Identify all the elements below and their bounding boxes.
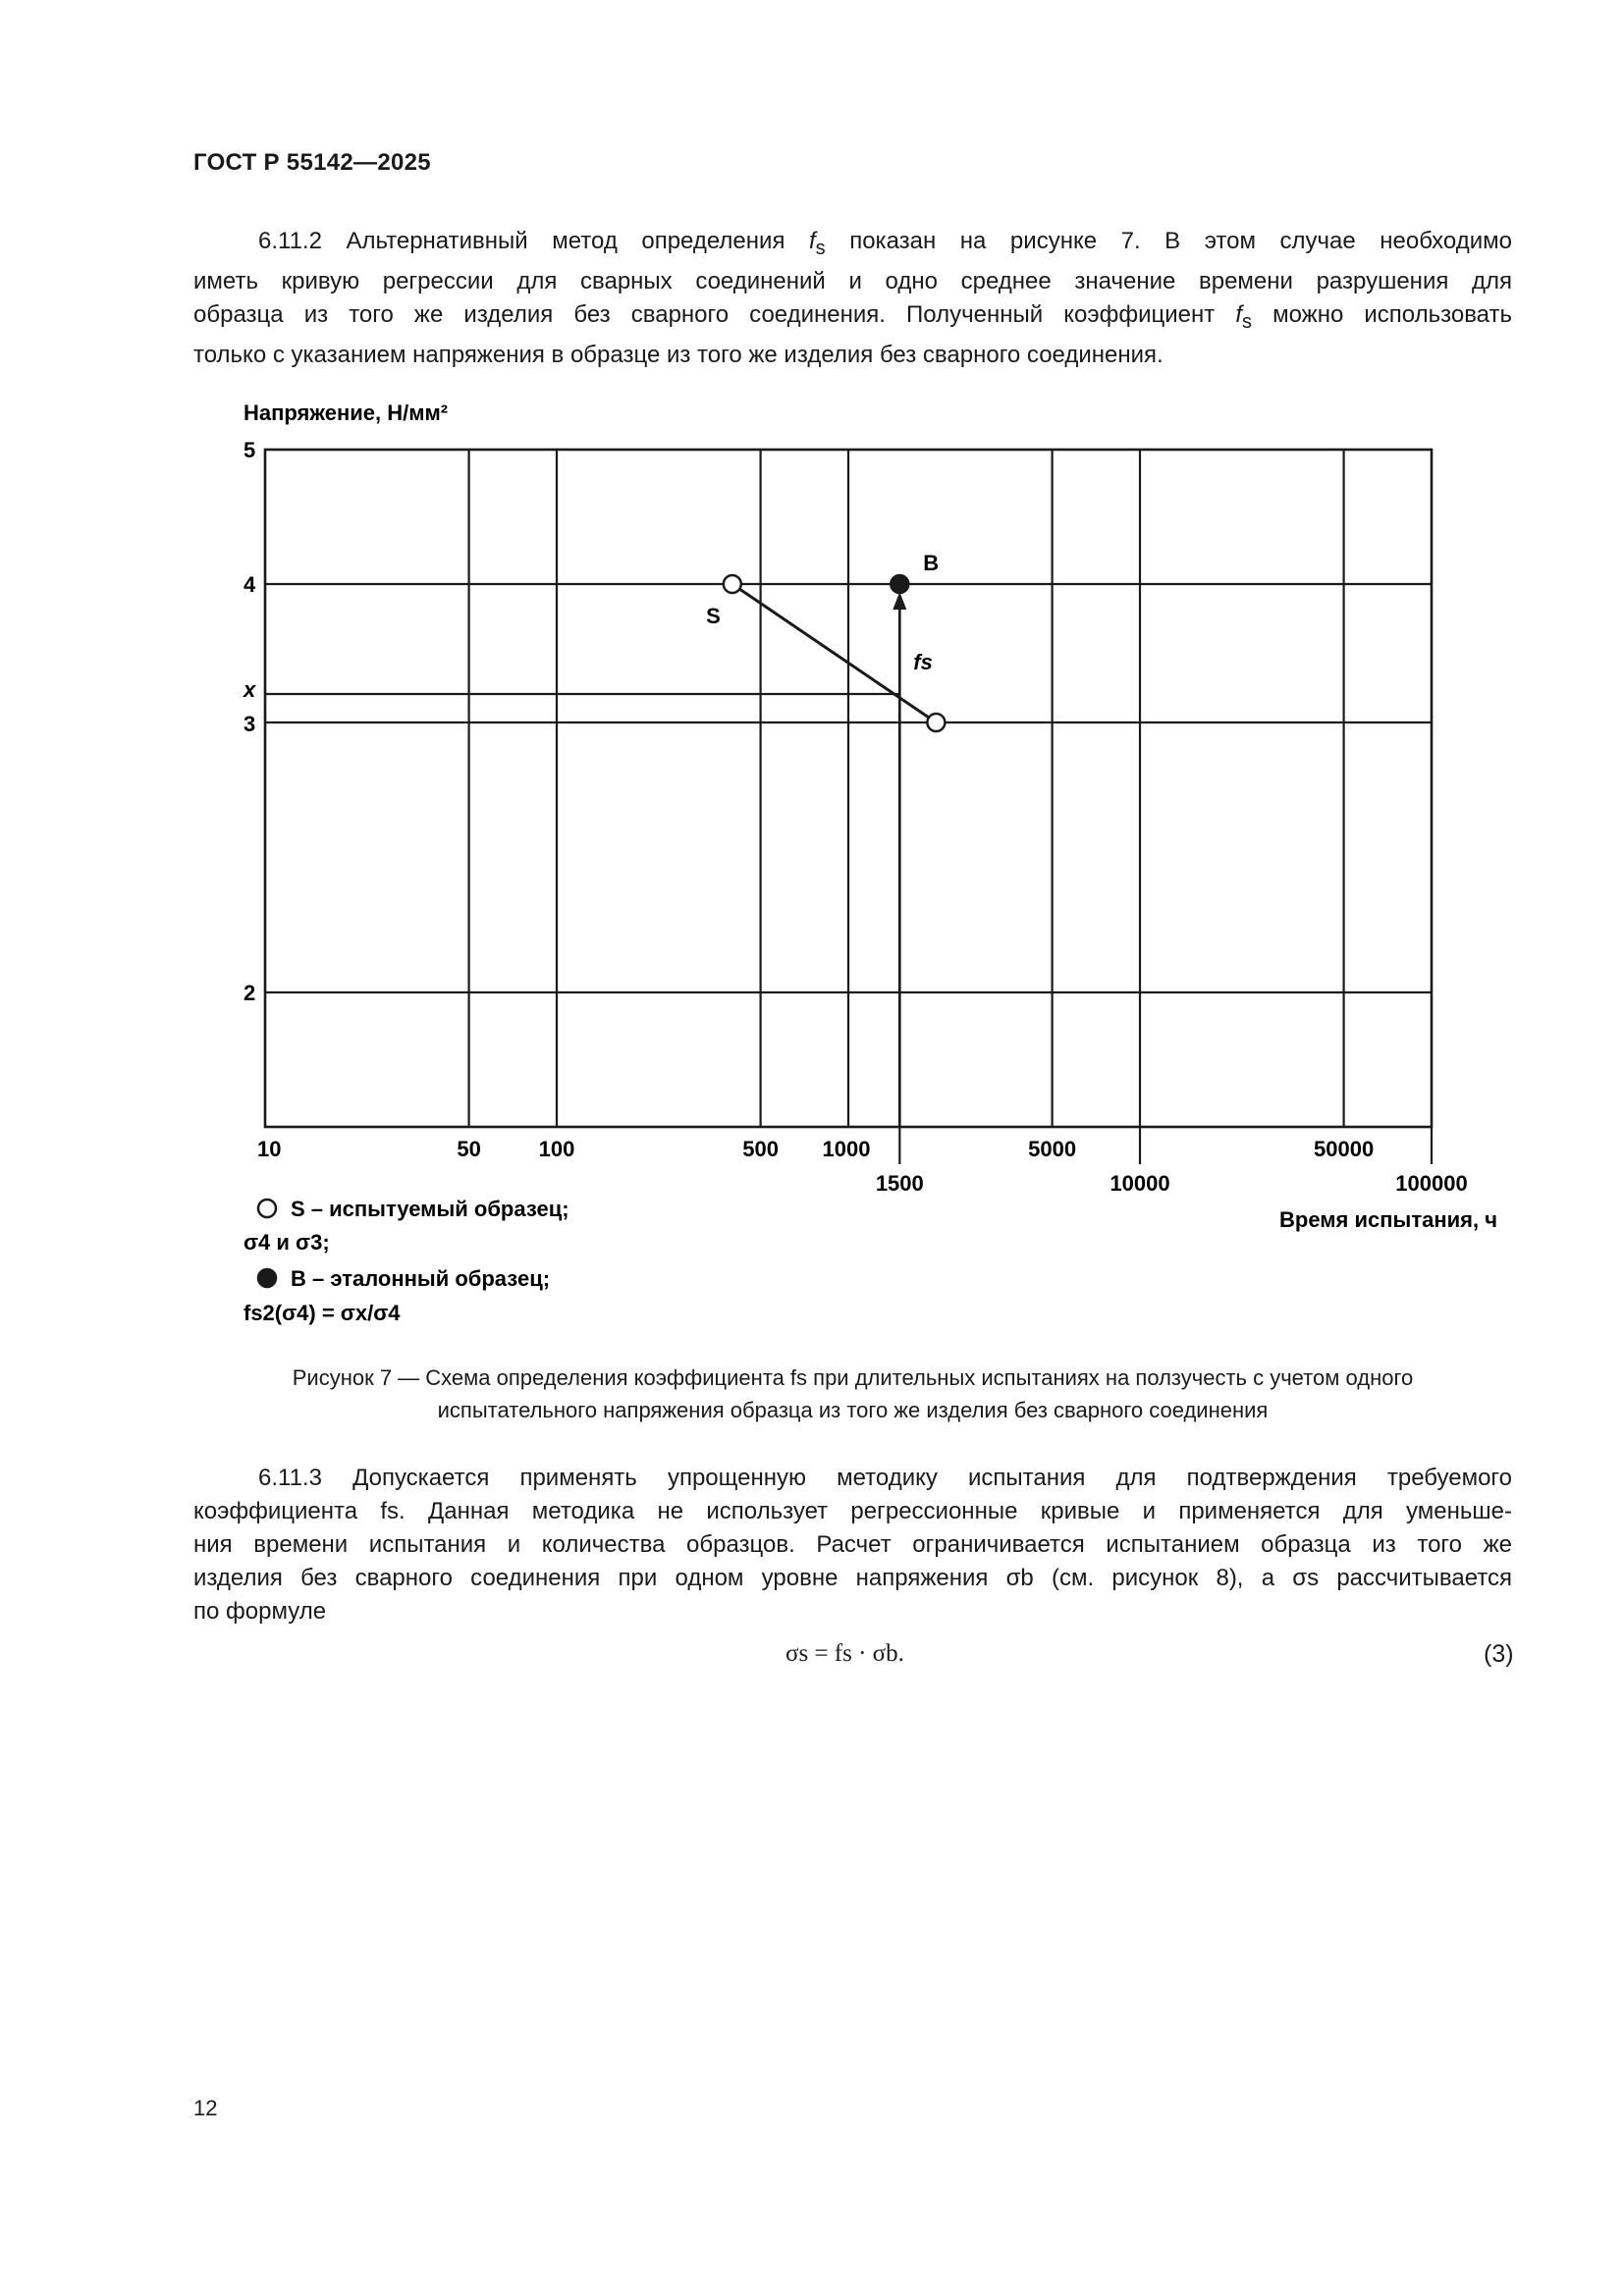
paragraph-line: только с указанием напряжения в образце из того же изделия без сварного соединения.: [193, 341, 1164, 368]
y-tick-label: 4: [244, 572, 256, 597]
y-tick-label: 3: [244, 712, 256, 736]
fs-arrow-head: [893, 592, 906, 610]
text-run: можно использовать: [1251, 300, 1512, 328]
x-tick-label: 1500: [875, 1171, 924, 1196]
document-header: ГОСТ Р 55142—2025: [193, 149, 431, 176]
fs-label: fs: [913, 650, 933, 674]
text-run: образца из того же изделия без сварного соединения. Полученный коэффициент: [193, 300, 1236, 328]
fs-subscript: s: [1241, 310, 1252, 333]
text-run: показан на рисунке 7. В этом случае необходимо: [825, 228, 1512, 254]
legend-item-formula: fs2(σ4) = σx/σ4: [244, 1301, 401, 1325]
x-tick-label: 100: [538, 1137, 575, 1161]
paragraph-line: ния времени испытания и количества образцов. Расчет ограничивается испытанием образца из того же: [193, 1531, 1512, 1558]
legend-item-b: B – эталонный образец;: [291, 1266, 551, 1291]
paragraph-line: коэффициента fs. Данная методика не использует регрессионные кривые и применяется для уменьше-: [193, 1498, 1512, 1524]
paragraph-line: по формуле: [193, 1598, 327, 1625]
x-tick-label: 50: [457, 1137, 481, 1161]
caption-line: Рисунок 7 — Схема определения коэффициента fs при длительных испытаниях на ползучесть с учетом одного: [292, 1365, 1414, 1390]
y-tick-label: 2: [244, 981, 256, 1005]
x-axis-title: Время испытания, ч: [1279, 1207, 1497, 1232]
legend-item-s: S – испытуемый образец;: [291, 1197, 569, 1221]
x-tick-label: 5000: [1028, 1137, 1077, 1161]
y-tick-label: x: [244, 677, 256, 702]
paragraph-line: иметь кривую регрессии для сварных соединений и одно среднее значение времени разрушения для: [193, 267, 1512, 294]
y-axis-title: Напряжение, Н/мм²: [244, 400, 449, 425]
point-s: [724, 575, 741, 593]
x-tick-label: 10000: [1110, 1171, 1170, 1196]
regression-line: [732, 584, 937, 722]
paragraph-line: 6.11.3 Допускается применять упрощенную методику испытания для подтверждения требуемого: [258, 1465, 1512, 1491]
figure-caption: [193, 1362, 1512, 1426]
open-circle-icon: [258, 1200, 276, 1217]
x-tick-label: 1000: [822, 1137, 871, 1161]
legend: [244, 1197, 569, 1325]
caption-line: испытательного напряжения образца из того же изделия без сварного соединения: [437, 1398, 1269, 1422]
text-run: 6.11.2 Альтернативный метод определения: [258, 228, 809, 254]
fs-symbol: f: [1235, 300, 1242, 328]
x-tick-label: 10: [257, 1137, 282, 1161]
y-tick-label: 5: [244, 438, 256, 462]
paragraph-line: изделия без сварного соединения при одном уровне напряжения σb (см. рисунок 8), а σs рассчитывается: [193, 1565, 1513, 1591]
page-number: 12: [193, 2096, 218, 2120]
x-tick-label: 50000: [1314, 1137, 1375, 1161]
plot-marks: [706, 551, 945, 1127]
formula-3: σs = fs · σb.: [785, 1640, 904, 1667]
point-b: [891, 575, 908, 593]
point-s-label: S: [706, 604, 721, 628]
formula-number: (3): [1484, 1640, 1514, 1668]
point-end: [927, 714, 945, 731]
paragraph-6-11-3: [193, 1462, 1512, 1629]
plot-ticks: [243, 438, 1468, 1196]
fs-symbol: f: [808, 228, 816, 254]
filled-circle-icon: [258, 1269, 276, 1287]
point-b-label: B: [923, 551, 940, 575]
fs-subscript: s: [815, 237, 826, 259]
plot-grid: [265, 450, 1432, 1127]
x-tick-label: 500: [742, 1137, 779, 1161]
x-tick-label: 100000: [1395, 1171, 1468, 1196]
legend-item-sigma: σ4 и σ3;: [244, 1230, 330, 1255]
